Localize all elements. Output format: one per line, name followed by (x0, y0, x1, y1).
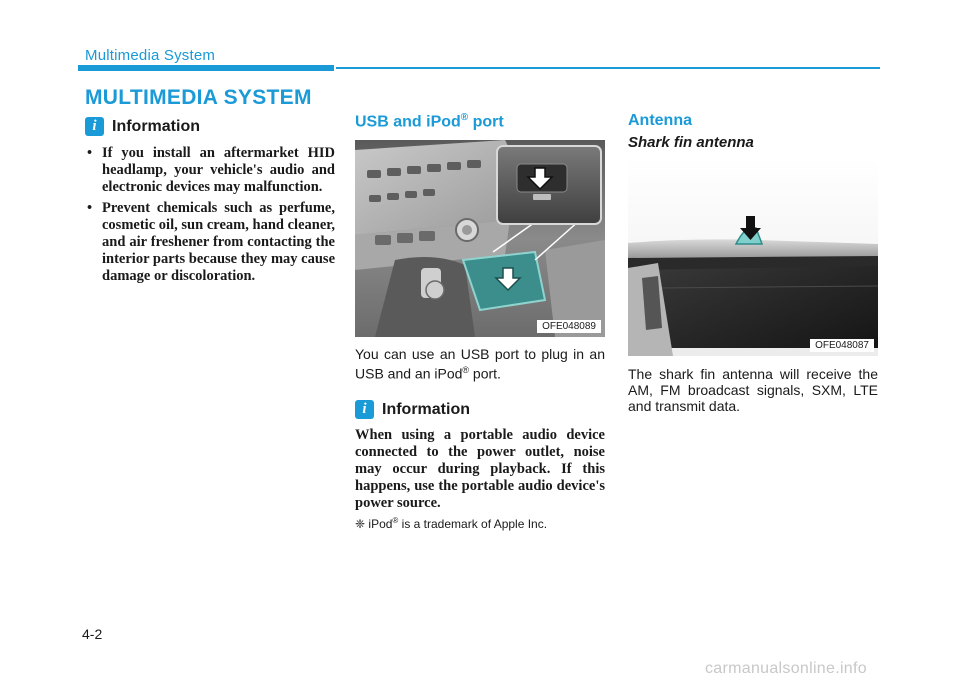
info-box-1-header (85, 117, 200, 136)
section-label: Multimedia System (85, 47, 216, 64)
bullet-item: • If you install an aftermarket HID headlamp, your vehicle's audio and electronic devices may malfunction. (85, 145, 335, 196)
usb-port-figure (355, 140, 605, 337)
note-lead: iPod (365, 517, 393, 531)
usb-heading-text: USB and iPod (355, 113, 461, 131)
info-box-2-title: Information (382, 400, 470, 418)
main-title: MULTIMEDIA SYSTEM (85, 86, 312, 109)
usb-section-heading (355, 112, 504, 131)
trademark-note (355, 516, 547, 531)
header-rule-thick (78, 65, 334, 71)
antenna-figure (628, 158, 878, 356)
antenna-subheading: Shark fin antenna (628, 134, 754, 151)
note-tail: is a trademark of Apple Inc. (398, 517, 548, 531)
note-symbol: ❈ (355, 517, 366, 531)
header-rule-thin (336, 67, 880, 69)
info-box-2-header (355, 400, 470, 419)
usb-heading-tail: port (468, 113, 504, 131)
bullet-item: • Prevent chemicals such as perfume, cosmetic oil, sun cream, hand cleaner, and air freshener from contacting the interior parts because they may cause damage or discoloration. (85, 200, 335, 285)
antenna-section-heading: Antenna (628, 112, 692, 129)
usb-body-tail: port. (469, 365, 501, 382)
info-icon: i (355, 400, 374, 419)
info-box-1-bullets (85, 145, 335, 289)
antenna-body-text: The shark fin antenna will receive the AM, FM broadcast signals, SXM, LTE and transmit data. (628, 366, 878, 414)
figure-code: OFE048089 (537, 320, 601, 333)
info-box-1-title: Information (112, 117, 200, 135)
watermark: carmanualsonline.info (705, 660, 867, 677)
shark-fin-antenna-illustration (628, 158, 878, 356)
figure-code: OFE048087 (810, 339, 874, 352)
registered-mark: ® (462, 365, 470, 375)
info-icon: i (85, 117, 104, 136)
registered-mark: ® (460, 112, 469, 123)
usb-body-lead: You can use an USB port to plug in an USB and an iPod (355, 346, 605, 382)
usb-body-text (355, 346, 605, 382)
info-box-2-text: When using a portable audio device connected to the power outlet, noise may occur during playback. If this happens, use the portable audio device's power source. (355, 427, 605, 511)
page-number: 4-2 (82, 626, 103, 642)
registered-mark: ® (392, 516, 399, 525)
center-console-illustration (355, 140, 605, 337)
